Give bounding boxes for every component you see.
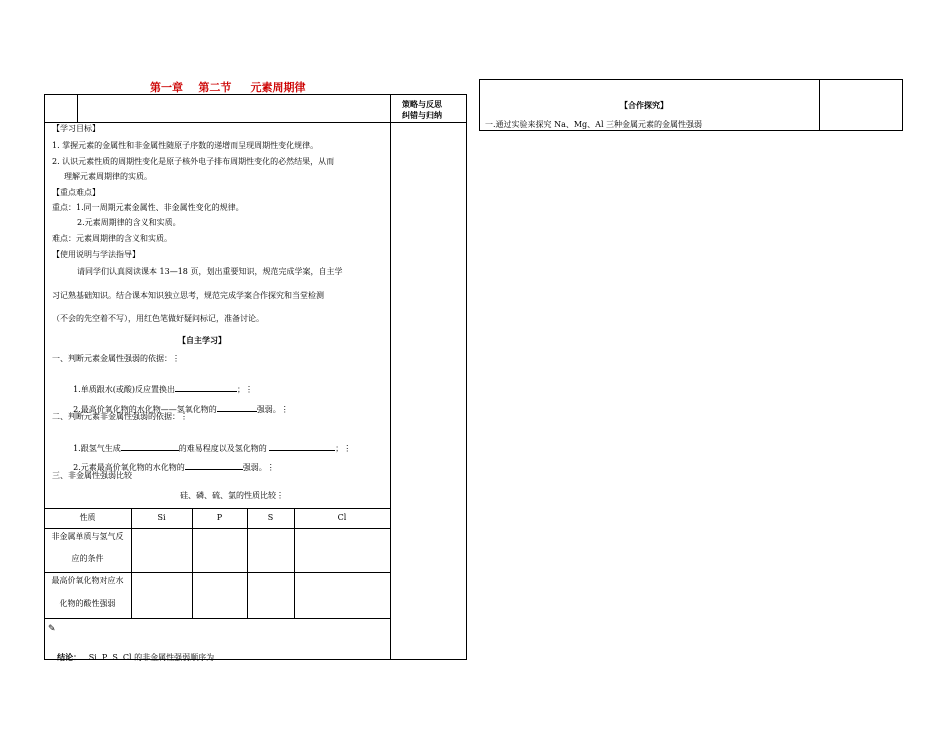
table-header-cl: Cl (337, 513, 347, 522)
answer-blank[interactable] (214, 651, 310, 660)
answer-blank[interactable] (175, 383, 237, 392)
conclusion (52, 641, 310, 663)
question-1: 一、判断元素金属性强弱的依据：⋮ (52, 354, 180, 363)
answer-blank[interactable] (121, 442, 179, 451)
table-row-1-label-b: 应的条件 (71, 554, 104, 563)
conclusion-label: 结论： (57, 653, 82, 662)
answer-blank[interactable] (185, 461, 243, 470)
usage-line-3: （不会的先空着不写），用红色笔做好疑问标记，准备讨论。 (52, 314, 264, 323)
cooperative-inquiry-box (479, 79, 903, 131)
table-header-property: 性质 (79, 513, 96, 522)
question-1a (68, 373, 253, 395)
usage-heading: 【使用说明与学法指导】 (52, 250, 140, 259)
question-2b-text: 2.元素最高价氧化物的水化物的 (73, 463, 185, 472)
question-2b-end: 强弱。⋮ (242, 463, 275, 472)
answer-blank[interactable] (269, 442, 335, 451)
sidebar-header-line2: 纠错与归纳 (402, 111, 442, 120)
answer-blank[interactable] (217, 403, 257, 412)
goal-2b: 理解元素周期律的实质。 (64, 172, 152, 181)
key-point-2: 2.元素周期律的含义和实质。 (77, 218, 181, 227)
table-caption: 硅、磷、硫、氯的性质比较⋮ (180, 491, 284, 500)
table-header-si: Si (157, 513, 166, 522)
question-2: 二、判断元素非金属性强弱的依据：⋮ (52, 412, 188, 421)
question-1a-end: ；⋮ (236, 385, 253, 394)
goals-heading: 【学习目标】 (52, 124, 100, 133)
question-2a-text: 1.跟氢气生成 (73, 444, 121, 453)
usage-line-1: 请同学们认真阅读课本 13—18 页，划出重要知识，规范完成学案，自主学 (77, 267, 343, 276)
comparison-table (44, 508, 390, 619)
page-title: 第一章 第二节 元素周期律 (150, 81, 306, 94)
question-3: 三、非金属性强弱比较 (52, 471, 132, 480)
question-2a-mid: 的难易程度以及氢化物的 (178, 444, 267, 453)
usage-line-2: 习记熟基础知识。结合课本知识独立思考，规范完成学案合作探究和当堂检测 (52, 291, 324, 300)
table-row-1-label-a: 非金属单质与氢气反 (51, 532, 124, 541)
table-header-p: P (216, 513, 223, 522)
table-row-2-label-a: 最高价氧化物对应水 (51, 576, 124, 585)
question-1b-text: 2.最高价氧化物的水化物——氢氧化物的 (73, 405, 217, 414)
key-heading: 【重点难点】 (52, 188, 100, 197)
question-2a-end: ；⋮ (335, 444, 352, 453)
sidebar-header-line1: 策略与反思 (402, 100, 442, 109)
conclusion-text: Si P S Cl 的非金属性强弱顺序为 (88, 653, 215, 662)
goal-2a: 2. 认识元素性质的周期性变化是原子核外电子排布周期性变化的必然结果，从而 (52, 157, 335, 166)
self-study-heading: 【自主学习】 (178, 336, 226, 345)
cooperative-item-1: 一.通过实验来探究 Na、Mg、Al 三种金属元素的金属性强弱 (485, 120, 703, 129)
question-1a-text: 1.单质跟水(或酸)反应置换出 (73, 385, 175, 394)
cooperative-heading: 【合作探究】 (620, 101, 668, 110)
question-1b-end: 强弱。⋮ (256, 405, 289, 414)
table-row-2-label-b: 化物的酸性强弱 (59, 599, 116, 608)
difficult-point: 难点：元素周期律的含义和实质。 (52, 234, 172, 243)
table-header-s: S (267, 513, 274, 522)
edit-mark-icon: ✎ (48, 624, 56, 634)
key-point-1: 重点：1.同一周期元素金属性、非金属性变化的规律。 (52, 203, 244, 212)
question-2b (68, 451, 275, 473)
goal-1: 1. 掌握元素的金属性和非金属性随原子序数的递增而呈现周期性变化规律。 (52, 141, 319, 150)
